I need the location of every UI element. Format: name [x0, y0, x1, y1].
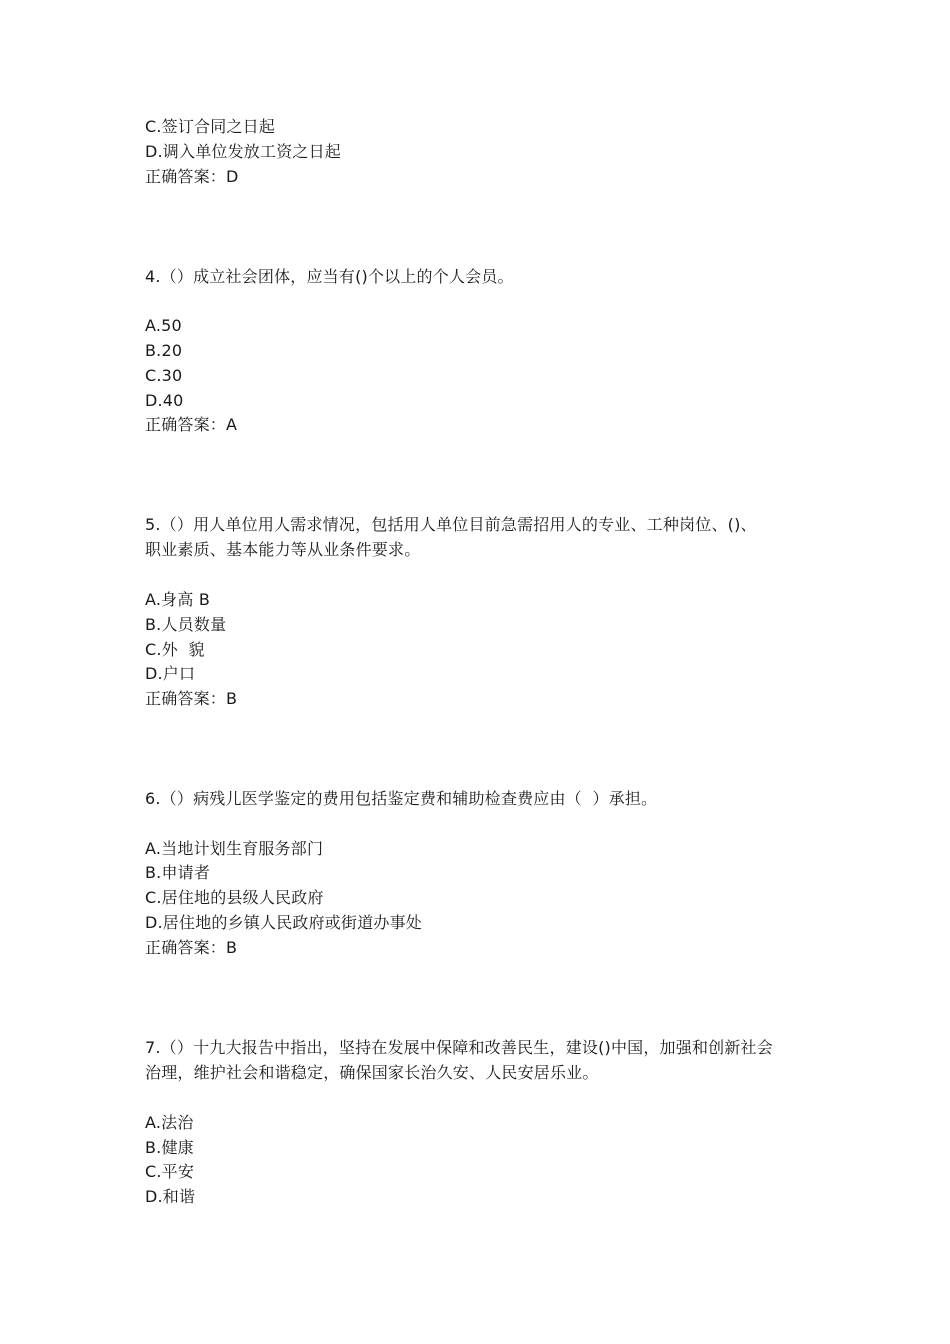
q5-option-c: C.外 貌: [145, 640, 205, 659]
q7-option-a: A.法治: [145, 1113, 194, 1132]
q4-option-c: C.30: [145, 366, 183, 385]
q7-stem-line-2: 治理，维护社会和谐稳定，确保国家长治久安、人民安居乐业。: [145, 1063, 599, 1082]
q7-stem-line-1: 7.（）十九大报告中指出，坚持在发展中保障和改善民生，建设()中国，加强和创新社会: [145, 1038, 773, 1057]
q5-stem-line-2: 职业素质、基本能力等从业条件要求。: [145, 540, 421, 559]
q4-stem-line-1: 4.（）成立社会团体，应当有()个以上的个人会员。: [145, 267, 514, 286]
q7-option-c: C.平安: [145, 1162, 195, 1181]
q3-option-c: C.签订合同之日起: [145, 117, 276, 136]
q6-answer: 正确答案：B: [145, 938, 238, 957]
q5-option-d: D.户口: [145, 664, 196, 683]
q6-stem-line-1: 6.（）病残儿医学鉴定的费用包括鉴定费和辅助检查费应由（ ）承担。: [145, 789, 658, 808]
q4-option-a: A.50: [145, 316, 182, 335]
q4-option-b: B.20: [145, 341, 183, 360]
q7-option-d: D.和谐: [145, 1187, 196, 1206]
q4-answer: 正确答案：A: [145, 415, 238, 434]
q7-option-b: B.健康: [145, 1138, 194, 1157]
q5-option-b: B.人员数量: [145, 615, 227, 634]
q6-option-b: B.申请者: [145, 863, 211, 882]
q5-answer: 正确答案：B: [145, 689, 238, 708]
q3-option-d: D.调入单位发放工资之日起: [145, 142, 342, 161]
q6-option-c: C.居住地的县级人民政府: [145, 888, 324, 907]
q5-option-a: A.身高 B: [145, 590, 211, 609]
q3-answer: 正确答案：D: [145, 167, 239, 186]
q5-stem-line-1: 5.（）用人单位用人需求情况，包括用人单位目前急需招用人的专业、工种岗位、()、: [145, 515, 757, 534]
q4-option-d: D.40: [145, 391, 184, 410]
q6-option-a: A.当地计划生育服务部门: [145, 839, 324, 858]
q6-option-d: D.居住地的乡镇人民政府或街道办事处: [145, 913, 423, 932]
